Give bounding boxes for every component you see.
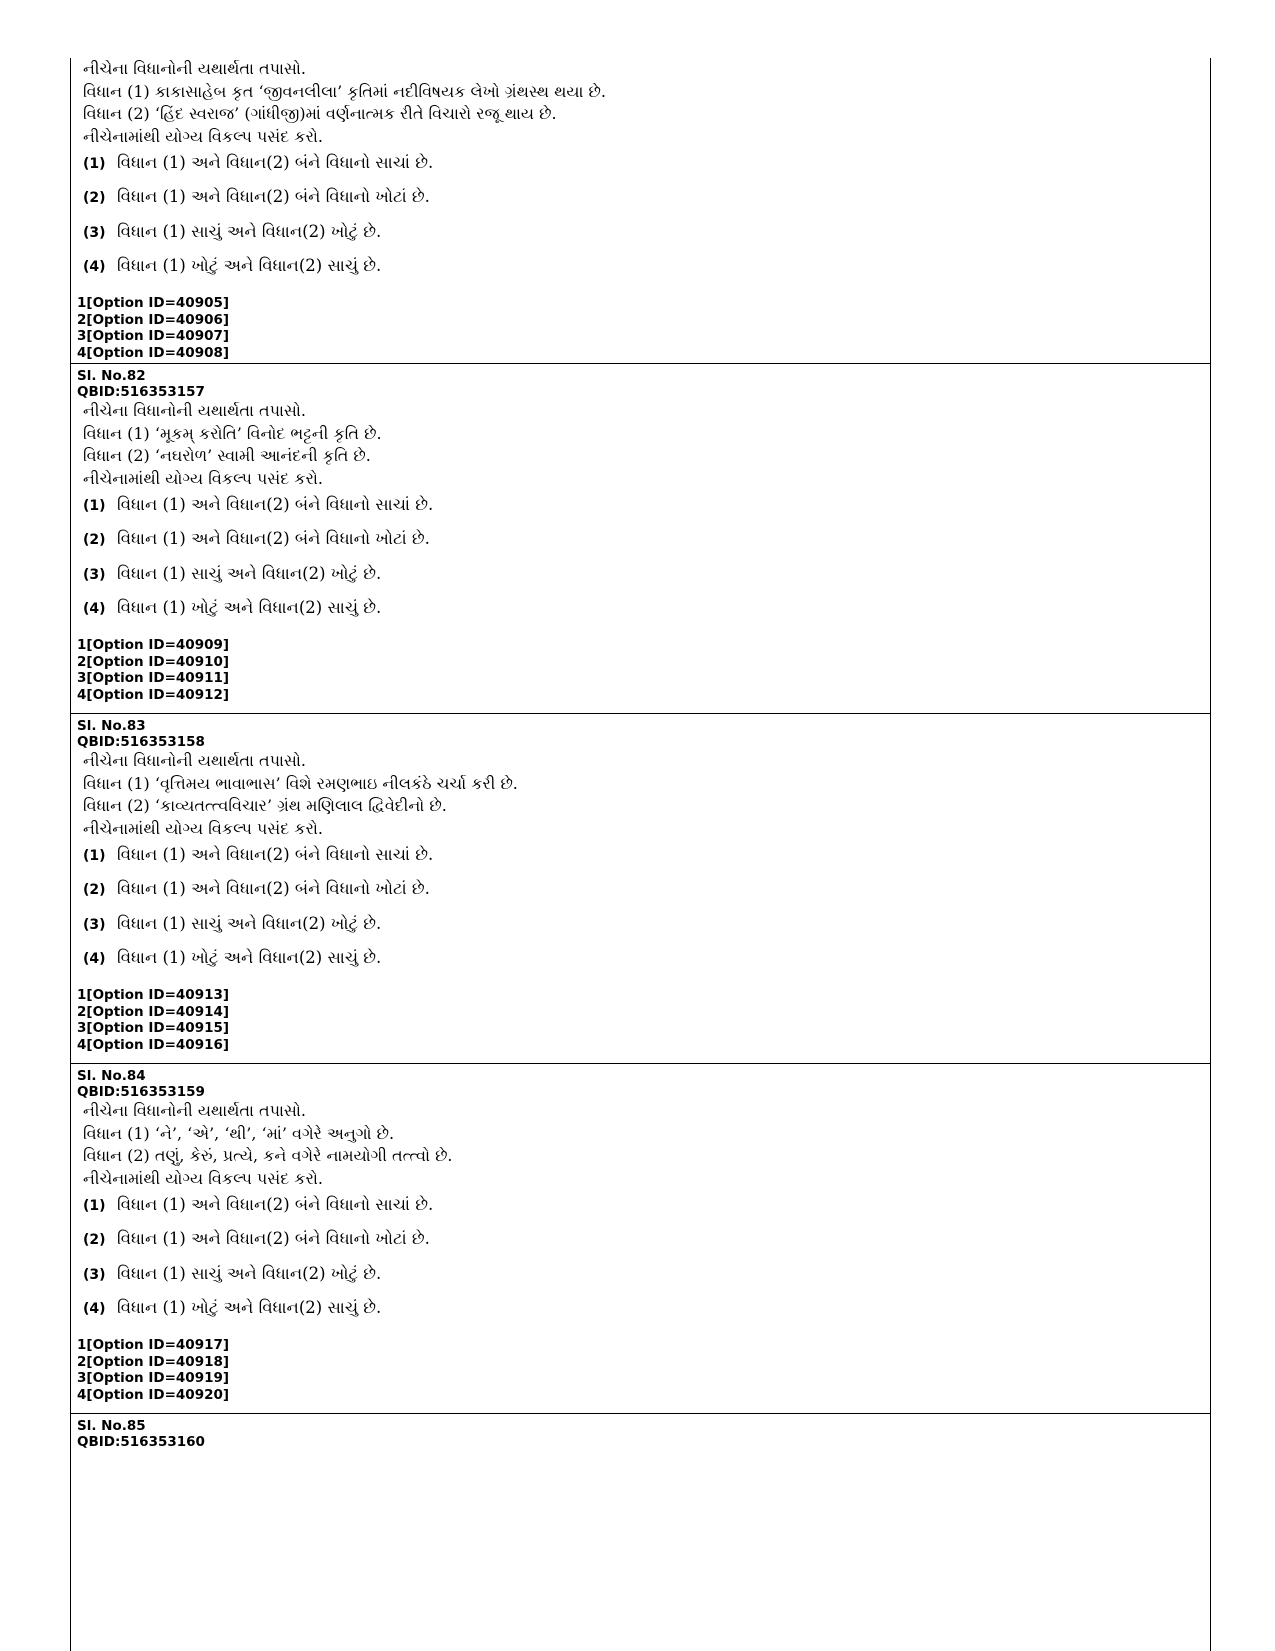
option-id: 1[Option ID=40905] bbox=[77, 295, 230, 312]
statement-line: નીચેનામાંથી યોગ્ય વિકલ્પ પસંદ કરો. bbox=[83, 126, 323, 146]
option-id-list bbox=[77, 295, 1210, 361]
option-id: 2[Option ID=40910] bbox=[77, 653, 230, 670]
serial-number: Sl. No.82 bbox=[77, 368, 146, 384]
option-text: વિધાન (1) અને વિધાન(2) બંને વિધાનો સાચાં છે. bbox=[117, 845, 434, 864]
question-block bbox=[71, 368, 1210, 714]
option-text: વિધાન (1) ખોટું અને વિધાન(2) સાચું છે. bbox=[117, 1297, 382, 1317]
serial-number: Sl. No.84 bbox=[77, 1068, 146, 1084]
qbid: QBID:516353157 bbox=[77, 384, 205, 400]
options-list bbox=[77, 844, 1210, 981]
option-item: (1) વિધાન (1) અને વિધાન(2) બંને વિધાનો સાચાં છે. bbox=[83, 1195, 434, 1214]
question-statements bbox=[77, 1100, 1210, 1190]
option-id: 4[Option ID=40912] bbox=[77, 686, 230, 703]
question-block bbox=[71, 1068, 1210, 1414]
serial-number: Sl. No.83 bbox=[77, 718, 146, 734]
question-header bbox=[77, 1418, 1210, 1450]
option-item: (3) વિધાન (1) સાચું અને વિધાન(2) ખોટું છે. bbox=[83, 1263, 382, 1283]
options-list bbox=[77, 152, 1210, 289]
qbid: QBID:516353160 bbox=[77, 1434, 205, 1450]
statement-line: નીચેનામાંથી યોગ્ય વિકલ્પ પસંદ કરો. bbox=[83, 468, 323, 488]
option-id: 1[Option ID=40913] bbox=[77, 987, 230, 1004]
qbid: QBID:516353159 bbox=[77, 1084, 205, 1100]
question-block bbox=[71, 1418, 1210, 1454]
options-list bbox=[77, 1194, 1210, 1331]
option-item: (3) વિધાન (1) સાચું અને વિધાન(2) ખોટું છે. bbox=[83, 563, 382, 583]
statement-line: નીચેનામાંથી યોગ્ય વિકલ્પ પસંદ કરો. bbox=[83, 818, 323, 838]
option-item: (3) વિધાન (1) સાચું અને વિધાન(2) ખોટું છે. bbox=[83, 913, 382, 933]
qbid: QBID:516353158 bbox=[77, 734, 205, 750]
option-text: વિધાન (1) અને વિધાન(2) બંને વિધાનો સાચાં છે. bbox=[117, 495, 434, 514]
statement-line: નીચેનામાંથી યોગ્ય વિકલ્પ પસંદ કરો. bbox=[83, 1168, 323, 1188]
option-text: વિધાન (1) અને વિધાન(2) બંને વિધાનો ખોટાં છે. bbox=[117, 187, 430, 207]
statement-line: નીચેના વિધાનોની યથાર્થતા તપાસો. bbox=[83, 1101, 306, 1120]
option-text: વિધાન (1) અને વિધાન(2) બંને વિધાનો ખોટાં છે. bbox=[117, 529, 430, 549]
statement-line: વિધાન (2) ‘કાવ્યતત્ત્વવિચાર’ ગ્રંથ મણિલાલ દ્વિવેદીનો છે. bbox=[83, 796, 447, 815]
statement-line: વિધાન (1) કાકાસાહેબ કૃત ‘જીવનલીલા’ કૃતિમાં નદીવિષયક લેખો ગ્રંથસ્થ થયા છે. bbox=[83, 81, 606, 101]
option-text: વિધાન (1) સાચું અને વિધાન(2) ખોટું છે. bbox=[117, 563, 382, 583]
question-header bbox=[77, 368, 1210, 400]
option-item: (4) વિધાન (1) ખોટું અને વિધાન(2) સાચું છે. bbox=[83, 947, 382, 967]
options-list bbox=[77, 494, 1210, 631]
statement-line: વિધાન (2) ‘હિંદ સ્વરાજ’ (ગાંધીજી)માં વર્ણનાત્મક રીતે વિચારો રજૂ થાય છે. bbox=[83, 104, 557, 123]
statement-line: નીચેના વિધાનોની યથાર્થતા તપાસો. bbox=[83, 401, 306, 420]
option-item: (2) વિધાન (1) અને વિધાન(2) બંને વિધાનો ખોટાં છે. bbox=[83, 187, 430, 207]
option-id: 3[Option ID=40915] bbox=[77, 1020, 230, 1037]
option-id-list bbox=[77, 637, 1210, 703]
question-block bbox=[71, 718, 1210, 1064]
option-id: 4[Option ID=40908] bbox=[77, 344, 230, 361]
statement-line: વિધાન (1) ‘વૃત્તિમય ભાવાભાસ’ વિશે રમણભાઇ નીલકંઠે ચર્ચા કરી છે. bbox=[83, 773, 518, 793]
option-id: 3[Option ID=40911] bbox=[77, 670, 230, 687]
statement-line: વિધાન (1) ‘ને’, ‘એ’, ‘થી’, ‘માં’ વગેરે અનુગો છે. bbox=[83, 1123, 395, 1143]
option-text: વિધાન (1) સાચું અને વિધાન(2) ખોટું છે. bbox=[117, 1263, 382, 1283]
question-header bbox=[77, 1068, 1210, 1100]
statement-line: નીચેના વિધાનોની યથાર્થતા તપાસો. bbox=[83, 751, 306, 770]
option-id: 2[Option ID=40914] bbox=[77, 1003, 230, 1020]
question-header bbox=[77, 718, 1210, 750]
option-item: (4) વિધાન (1) ખોટું અને વિધાન(2) સાચું છે. bbox=[83, 255, 382, 275]
option-id: 4[Option ID=40916] bbox=[77, 1036, 230, 1053]
statement-line: વિધાન (2) તણું, કેરું, પ્રત્યે, કને વગેરે નામયોગી તત્ત્વો છે. bbox=[83, 1146, 453, 1165]
question-statements bbox=[77, 750, 1210, 840]
option-item: (1) વિધાન (1) અને વિધાન(2) બંને વિધાનો સાચાં છે. bbox=[83, 153, 434, 172]
option-item: (2) વિધાન (1) અને વિધાન(2) બંને વિધાનો ખોટાં છે. bbox=[83, 1229, 430, 1249]
question-statements bbox=[77, 400, 1210, 490]
option-item: (1) વિધાન (1) અને વિધાન(2) બંને વિધાનો સાચાં છે. bbox=[83, 495, 434, 514]
option-item: (3) વિધાન (1) સાચું અને વિધાન(2) ખોટું છે. bbox=[83, 221, 382, 241]
option-id-list bbox=[77, 987, 1210, 1053]
option-text: વિધાન (1) સાચું અને વિધાન(2) ખોટું છે. bbox=[117, 221, 382, 241]
question-paper bbox=[70, 58, 1211, 1651]
option-id: 2[Option ID=40918] bbox=[77, 1353, 230, 1370]
option-id-list bbox=[77, 1337, 1210, 1403]
option-item: (2) વિધાન (1) અને વિધાન(2) બંને વિધાનો ખોટાં છે. bbox=[83, 879, 430, 899]
statement-line: નીચેના વિધાનોની યથાર્થતા તપાસો. bbox=[83, 59, 306, 78]
option-item: (4) વિધાન (1) ખોટું અને વિધાન(2) સાચું છે. bbox=[83, 1297, 382, 1317]
option-id: 1[Option ID=40917] bbox=[77, 1337, 230, 1354]
serial-number: Sl. No.85 bbox=[77, 1418, 146, 1434]
statement-line: વિધાન (1) ‘મૂકમ્ કરોતિ’ વિનોદ ભટ્ટની કૃતિ છે. bbox=[83, 423, 382, 443]
option-item: (1) વિધાન (1) અને વિધાન(2) બંને વિધાનો સાચાં છે. bbox=[83, 845, 434, 864]
option-text: વિધાન (1) અને વિધાન(2) બંને વિધાનો સાચાં છે. bbox=[117, 153, 434, 172]
question-statements bbox=[77, 58, 1210, 148]
option-item: (2) વિધાન (1) અને વિધાન(2) બંને વિધાનો ખોટાં છે. bbox=[83, 529, 430, 549]
option-id: 2[Option ID=40906] bbox=[77, 311, 230, 328]
option-id: 4[Option ID=40920] bbox=[77, 1386, 230, 1403]
option-id: 3[Option ID=40907] bbox=[77, 328, 230, 345]
option-text: વિધાન (1) ખોટું અને વિધાન(2) સાચું છે. bbox=[117, 947, 382, 967]
option-id: 3[Option ID=40919] bbox=[77, 1370, 230, 1387]
option-text: વિધાન (1) સાચું અને વિધાન(2) ખોટું છે. bbox=[117, 913, 382, 933]
option-text: વિધાન (1) અને વિધાન(2) બંને વિધાનો સાચાં છે. bbox=[117, 1195, 434, 1214]
statement-line: વિધાન (2) ‘નઘરોળ’ સ્વામી આનંદની કૃતિ છે. bbox=[83, 446, 371, 465]
option-text: વિધાન (1) ખોટું અને વિધાન(2) સાચું છે. bbox=[117, 255, 382, 275]
option-text: વિધાન (1) અને વિધાન(2) બંને વિધાનો ખોટાં છે. bbox=[117, 879, 430, 899]
option-text: વિધાન (1) ખોટું અને વિધાન(2) સાચું છે. bbox=[117, 597, 382, 617]
option-item: (4) વિધાન (1) ખોટું અને વિધાન(2) સાચું છે. bbox=[83, 597, 382, 617]
option-text: વિધાન (1) અને વિધાન(2) બંને વિધાનો ખોટાં છે. bbox=[117, 1229, 430, 1249]
question-block bbox=[71, 58, 1210, 364]
option-id: 1[Option ID=40909] bbox=[77, 637, 230, 654]
